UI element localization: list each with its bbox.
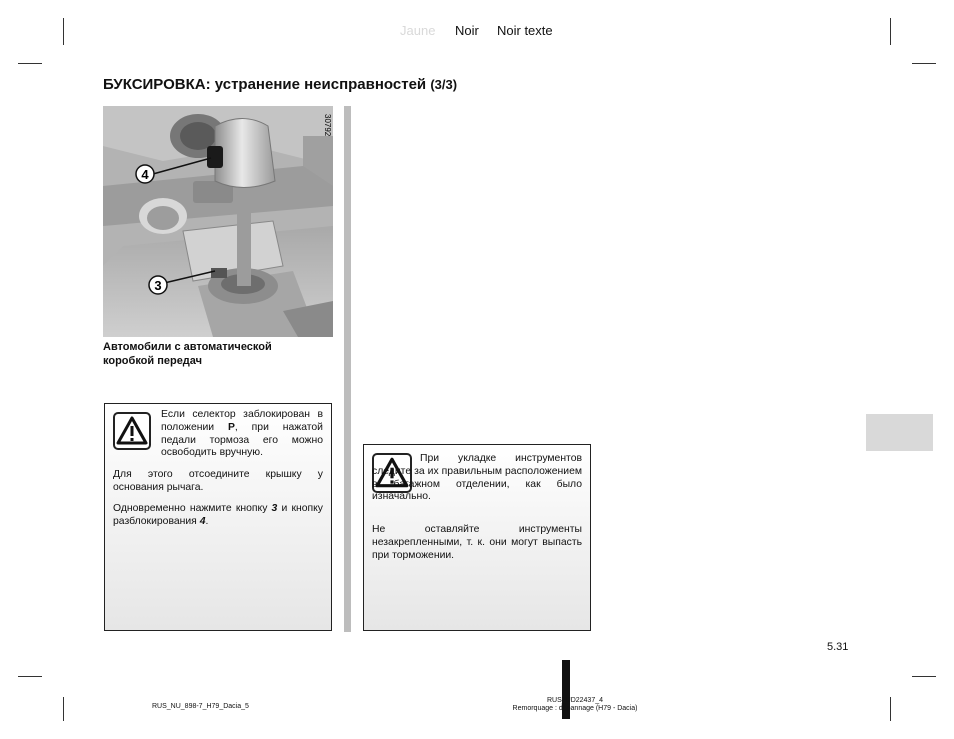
callout-label-4: 4 bbox=[141, 167, 149, 182]
gear-selector-illustration bbox=[103, 106, 333, 337]
page-number: 5.31 bbox=[827, 641, 849, 653]
crop-mark bbox=[890, 697, 891, 721]
figure-caption-line: коробкой передач bbox=[103, 355, 203, 367]
figure-caption bbox=[103, 340, 343, 368]
crop-mark bbox=[890, 18, 891, 45]
figure-code: 30792 bbox=[323, 114, 332, 137]
warning-paragraph: Для этого отсоедините крышку у основания рычага. bbox=[113, 469, 323, 493]
footer-center bbox=[480, 697, 670, 713]
callout-label-3: 3 bbox=[154, 278, 162, 293]
page-title-part: (3/3) bbox=[430, 77, 458, 92]
crop-mark bbox=[63, 697, 64, 721]
page-title bbox=[103, 76, 457, 93]
section-thumb-tab bbox=[866, 414, 933, 451]
warning-paragraph: Если селектор заблокирован в положении P, при нажатой педали тормоза его можно освободить вручную. bbox=[161, 409, 323, 459]
crop-mark bbox=[18, 63, 42, 64]
column-divider bbox=[344, 106, 351, 632]
header-tag-noir-texte: Noir texte bbox=[497, 23, 553, 38]
footer-left-code: RUS_NU_898-7_H79_Dacia_5 bbox=[152, 703, 249, 710]
crop-mark bbox=[912, 63, 936, 64]
footer-center-line: Remorquage : dépannage (H79 - Dacia) bbox=[512, 705, 638, 712]
gear-selector-figure bbox=[103, 106, 333, 337]
footer-center-line: RUS_UD22437_4 bbox=[546, 697, 604, 704]
warning-box-tools bbox=[363, 444, 591, 631]
header-tag-jaune: Jaune bbox=[400, 23, 436, 38]
warning-triangle-icon bbox=[113, 412, 151, 450]
warning-paragraph: Не оставляйте инструменты незакрепленными, т. к. они могут выпасть при торможении. bbox=[372, 524, 582, 561]
header-tag-noir: Noir bbox=[455, 23, 479, 38]
crop-mark bbox=[18, 676, 42, 677]
crop-mark bbox=[912, 676, 936, 677]
warning-paragraph: Одновременно нажмите кнопку 3 и кнопку разблокирования 4. bbox=[113, 503, 323, 527]
figure-caption-line: Автомобили с автоматической bbox=[103, 341, 272, 353]
warning-box-selector bbox=[104, 403, 332, 631]
warning-paragraph: При укладке инструментов следите за их правильным расположением в багажном отделении, как было изначально. bbox=[372, 453, 582, 503]
page-title-main: БУКСИРОВКА: устранение неисправностей bbox=[103, 76, 427, 93]
crop-mark bbox=[63, 18, 64, 45]
